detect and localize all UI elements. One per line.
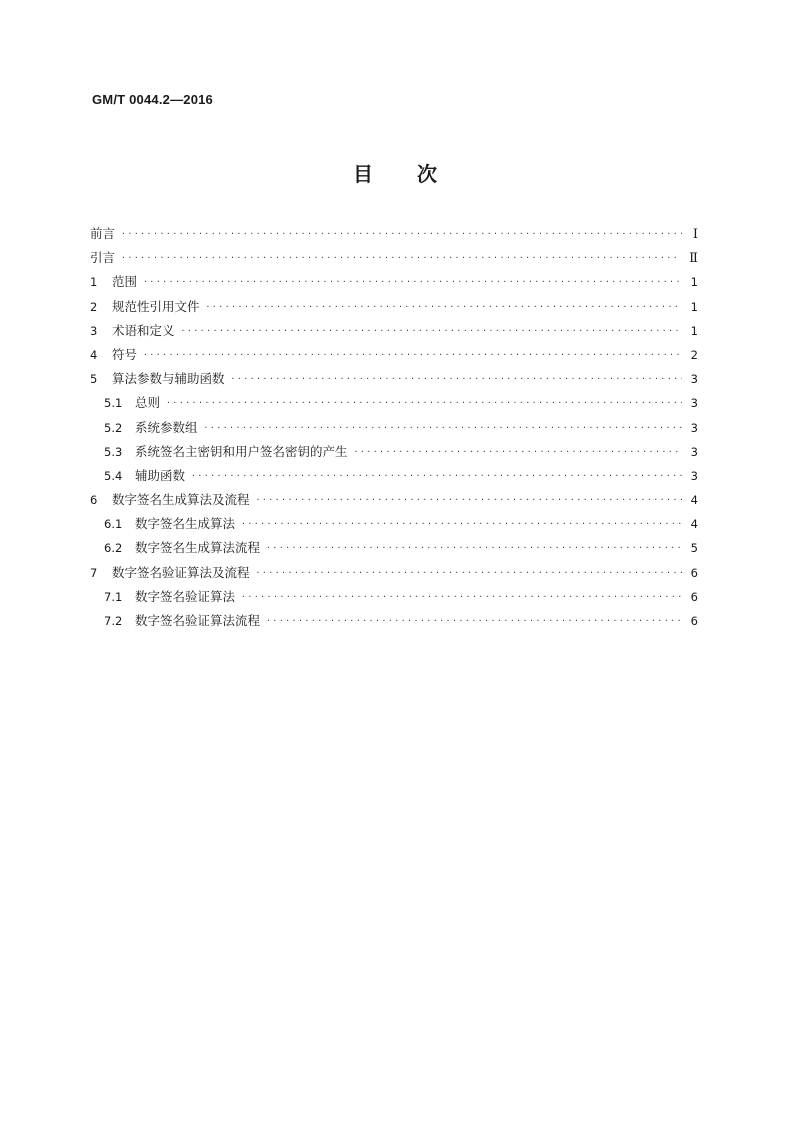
toc-entry-label: 辅助函数 (135, 467, 186, 483)
toc-entry-label: 规范性引用文件 (112, 298, 200, 314)
toc-entry-number: 5.3 (104, 444, 123, 459)
toc-leader-dots (121, 253, 681, 262)
toc-entry-label: 数字签名验证算法 (135, 588, 236, 604)
toc-entry-page: 6 (690, 614, 698, 628)
toc-entry-number: 4 (90, 347, 98, 362)
toc-entry-number: 6 (90, 493, 98, 508)
toc-entry-6-1[interactable] (90, 514, 698, 538)
toc-entry-label: 数字签名验证算法及流程 (112, 564, 250, 580)
toc-entry-number: 7 (90, 565, 98, 580)
toc-entry-label: 算法参数与辅助函数 (112, 371, 225, 387)
toc-entry-label: 术语和定义 (112, 322, 175, 338)
toc-entry-5[interactable] (90, 369, 698, 393)
toc-entry-page: 1 (690, 323, 698, 338)
toc-entry-1[interactable] (90, 272, 698, 296)
toc-entry-4[interactable] (90, 345, 698, 369)
toc-entry-page: 6 (690, 589, 698, 604)
toc-leader-dots (166, 398, 682, 407)
toc-entry-label: 符号 (112, 346, 138, 362)
toc-entry-5-2[interactable] (90, 418, 698, 442)
toc-entry-page: 3 (690, 468, 698, 483)
toc-entry-page: Ⅰ (692, 227, 698, 242)
toc-entry-label: 数字签名生成算法 (135, 516, 236, 532)
toc-leader-dots (256, 495, 682, 504)
toc-entry-page: 2 (690, 347, 698, 362)
toc-entry-number: 5.2 (104, 420, 123, 435)
toc-entry-6-2[interactable] (90, 538, 698, 562)
toc-entry-page: 5 (690, 541, 698, 556)
toc-title-char-2: 次 (417, 162, 437, 186)
toc-leader-dots (354, 447, 682, 456)
toc-title (0, 158, 790, 187)
toc-entry-number: 5.1 (104, 396, 123, 411)
toc-leader-dots (241, 519, 682, 528)
toc-entry-7-2[interactable] (90, 611, 698, 635)
table-of-contents (90, 224, 698, 635)
toc-leader-dots (266, 616, 682, 625)
toc-entry-number: 7.1 (104, 589, 123, 604)
toc-entry-label: 系统签名主密钥和用户签名密钥的产生 (135, 443, 348, 459)
toc-leader-dots (181, 326, 682, 335)
toc-entry-page: 3 (690, 420, 698, 435)
toc-leader-dots (256, 568, 682, 577)
toc-entry-number: 6.1 (104, 517, 123, 532)
toc-leader-dots (206, 302, 682, 311)
toc-entry-number: 5 (90, 372, 98, 387)
toc-leader-dots (121, 229, 682, 238)
toc-title-char-1: 目 (353, 162, 373, 186)
toc-entry-3[interactable] (90, 321, 698, 345)
toc-entry-page: 3 (690, 372, 698, 387)
toc-entry-5-4[interactable] (90, 466, 698, 490)
toc-entry-page: 3 (690, 444, 698, 459)
toc-entry-2[interactable] (90, 297, 698, 321)
toc-leader-dots (266, 543, 682, 552)
document-code: GM/T 0044.2—2016 (92, 92, 213, 107)
toc-entry-number: 6.2 (104, 541, 123, 556)
toc-entry-6[interactable] (90, 490, 698, 514)
toc-leader-dots (191, 471, 682, 480)
toc-entry-label: 数字签名生成算法流程 (135, 540, 261, 556)
toc-entry-number: 3 (90, 323, 98, 338)
toc-entry-page: Ⅱ (689, 251, 698, 267)
toc-leader-dots (231, 374, 682, 383)
toc-entry-label: 数字签名生成算法及流程 (112, 492, 250, 508)
toc-entry-label: 总则 (135, 395, 161, 411)
toc-entry-introduction[interactable] (90, 248, 698, 272)
toc-entry-label: 引言 (90, 250, 116, 266)
toc-entry-label: 数字签名验证算法流程 (135, 613, 261, 628)
toc-entry-5-3[interactable] (90, 442, 698, 466)
toc-entry-number: 1 (90, 275, 98, 290)
toc-entry-page: 4 (690, 493, 698, 508)
toc-entry-page: 4 (690, 517, 698, 532)
toc-entry-page: 1 (690, 275, 698, 290)
toc-entry-page: 1 (690, 299, 698, 314)
toc-entry-foreword[interactable] (90, 224, 698, 248)
toc-entry-page: 3 (690, 396, 698, 411)
toc-entry-7-1[interactable] (90, 587, 698, 611)
toc-entry-number: 2 (90, 299, 98, 314)
toc-leader-dots (143, 350, 682, 359)
toc-entry-page: 6 (690, 565, 698, 580)
toc-entry-label: 系统参数组 (135, 419, 198, 435)
toc-entry-label: 前言 (90, 226, 116, 241)
toc-entry-number: 7.2 (104, 614, 123, 628)
toc-leader-dots (204, 423, 682, 432)
toc-entry-7[interactable] (90, 563, 698, 587)
toc-leader-dots (241, 592, 682, 601)
toc-leader-dots (143, 277, 682, 286)
toc-entry-5-1[interactable] (90, 393, 698, 417)
toc-entry-label: 范围 (112, 274, 138, 290)
toc-entry-number: 5.4 (104, 468, 123, 483)
